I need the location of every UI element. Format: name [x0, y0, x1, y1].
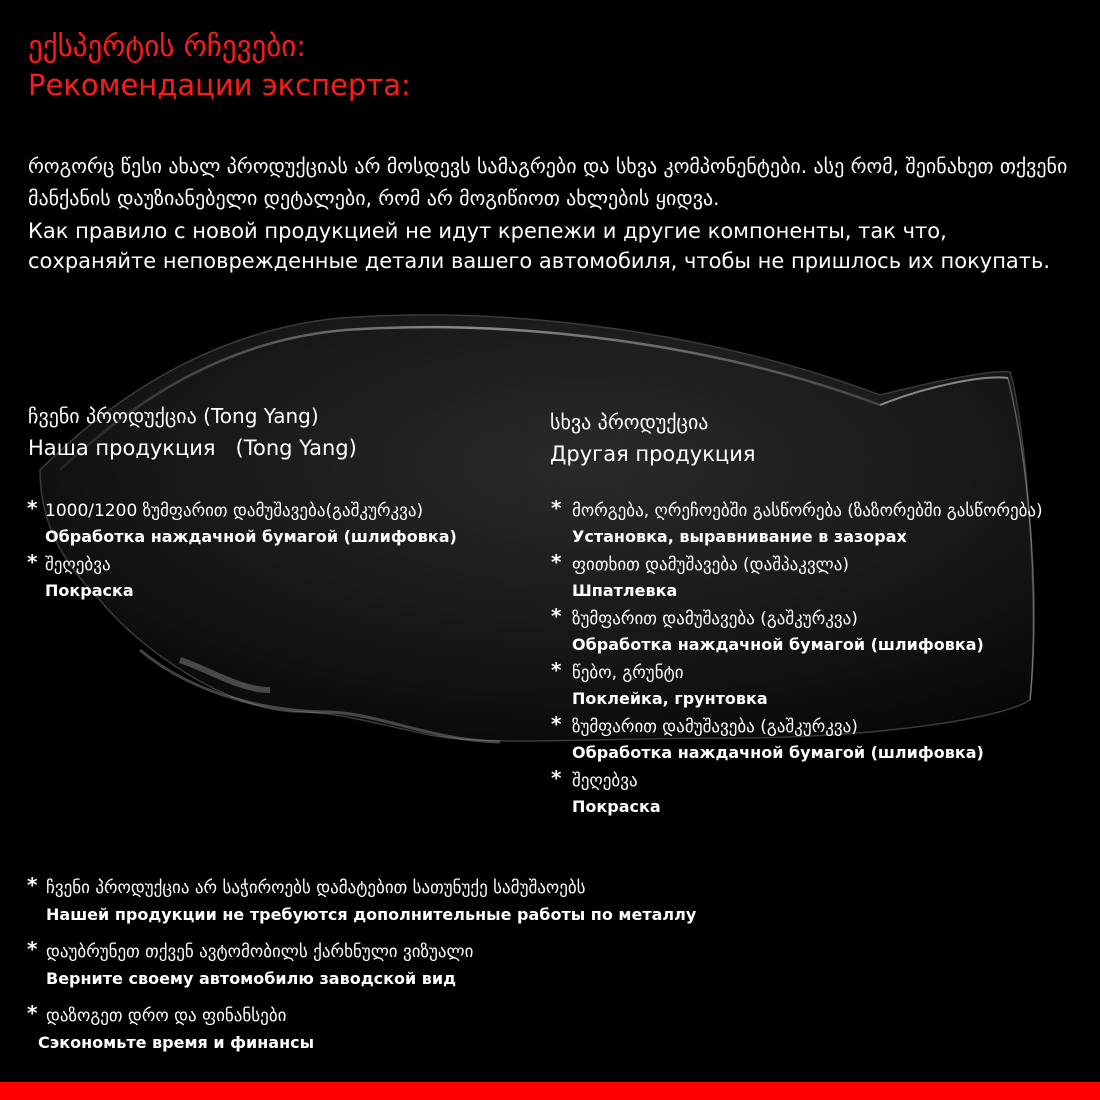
bullet-icon: *	[551, 604, 562, 628]
item-georgian: ზუმფარით დამუშავება (გაშკურკვა)	[572, 717, 858, 737]
benefit-georgian: ჩვენი პროდუქცია არ საჭიროებს დამატებით სათუნუქე სამუშაოებს	[46, 878, 586, 898]
item-russian: Обработка наждачной бумагой (шлифовка)	[572, 743, 984, 762]
item-georgian: წებო, გრუნტი	[572, 663, 684, 683]
benefits-list	[27, 875, 696, 1067]
other-product-title-russian: Другая продукция	[550, 442, 756, 466]
our-product-title-russian: Наша продукция (Tong Yang)	[28, 436, 357, 460]
list-item	[551, 714, 1043, 766]
heading-georgian: ექსპერტის რჩევები:	[28, 29, 306, 63]
list-item	[27, 552, 457, 604]
our-product-heading	[28, 400, 357, 464]
our-product-list	[27, 498, 457, 606]
item-russian: Обработка наждачной бумагой (шлифовка)	[572, 635, 984, 654]
list-item	[551, 660, 1043, 712]
other-product-title-georgian: სხვა პროდუქცია	[550, 410, 709, 434]
bullet-icon: *	[551, 658, 562, 682]
benefit-russian: Нашей продукции не требуются дополнительные работы по металлу	[46, 905, 697, 924]
other-product-heading	[550, 406, 756, 470]
bullet-icon: *	[551, 550, 562, 574]
item-georgian: ზუმფარით დამუშავება (გაშკურკვა)	[572, 609, 858, 629]
our-product-title-georgian: ჩვენი პროდუქცია (Tong Yang)	[28, 404, 319, 428]
bottom-accent-bar	[0, 1082, 1100, 1100]
benefit-russian: Сэкономьте время и финансы	[38, 1033, 315, 1052]
bullet-icon: *	[27, 937, 38, 961]
benefit-russian: Верните своему автомобилю заводской вид	[46, 969, 456, 988]
other-product-list	[551, 498, 1043, 822]
list-item	[27, 939, 696, 993]
item-georgian: შეღებვა	[572, 771, 638, 791]
list-item	[27, 498, 457, 550]
benefit-georgian: დაუბრუნეთ თქვენ ავტომობილს ქარხნული ვიზუალი	[46, 942, 474, 962]
item-russian: Установка, выравнивание в зазорах	[572, 527, 907, 546]
list-item	[551, 552, 1043, 604]
bullet-icon: *	[551, 712, 562, 736]
list-item	[551, 606, 1043, 658]
intro-georgian: როგორც წესი ახალ პროდუქციას არ მოსდევს სამაგრები და სხვა კომპონენტები. ასე რომ, შეინახეთ თქვენი მანქანის დაუზიანებელი დეტალები, რომ არ მოგიწიოთ ახლების ყიდვა.	[28, 154, 1068, 210]
bullet-icon: *	[27, 1001, 38, 1025]
item-russian: Покраска	[572, 797, 661, 816]
item-georgian: შეღებვა	[45, 555, 111, 575]
list-item	[551, 768, 1043, 820]
list-item	[27, 1003, 696, 1057]
bullet-icon: *	[27, 873, 38, 897]
list-item	[551, 498, 1043, 550]
bullet-icon: *	[27, 550, 38, 574]
item-russian: Обработка наждачной бумагой (шлифовка)	[45, 527, 457, 546]
item-georgian: მორგება, ღრეჩოებში გასწორება (ზაზორებში გასწორება)	[572, 501, 1043, 521]
bullet-icon: *	[27, 496, 38, 520]
item-georgian: 1000/1200 ზუმფარით დამუშავება(გაშკურკვა)	[45, 501, 424, 521]
item-russian: Покраска	[45, 581, 134, 600]
item-russian: Шпатлевка	[572, 581, 678, 600]
item-russian: Поклейка, грунтовка	[572, 689, 768, 708]
bullet-icon: *	[551, 766, 562, 790]
intro-russian: Как правило с новой продукцией не идут крепежи и другие компоненты, так что, сохраняйте неповрежденные детали вашего автомобиля, чтобы не пришлось их покупать.	[28, 219, 1051, 273]
intro-text	[28, 150, 1068, 276]
bullet-icon: *	[551, 496, 562, 520]
item-georgian: ფითხით დამუშავება (დაშპაკვლა)	[572, 555, 850, 575]
heading-russian: Рекомендации эксперта:	[28, 68, 411, 102]
benefit-georgian: დაზოგეთ დრო და ფინანსები	[46, 1006, 287, 1026]
list-item	[27, 875, 696, 929]
